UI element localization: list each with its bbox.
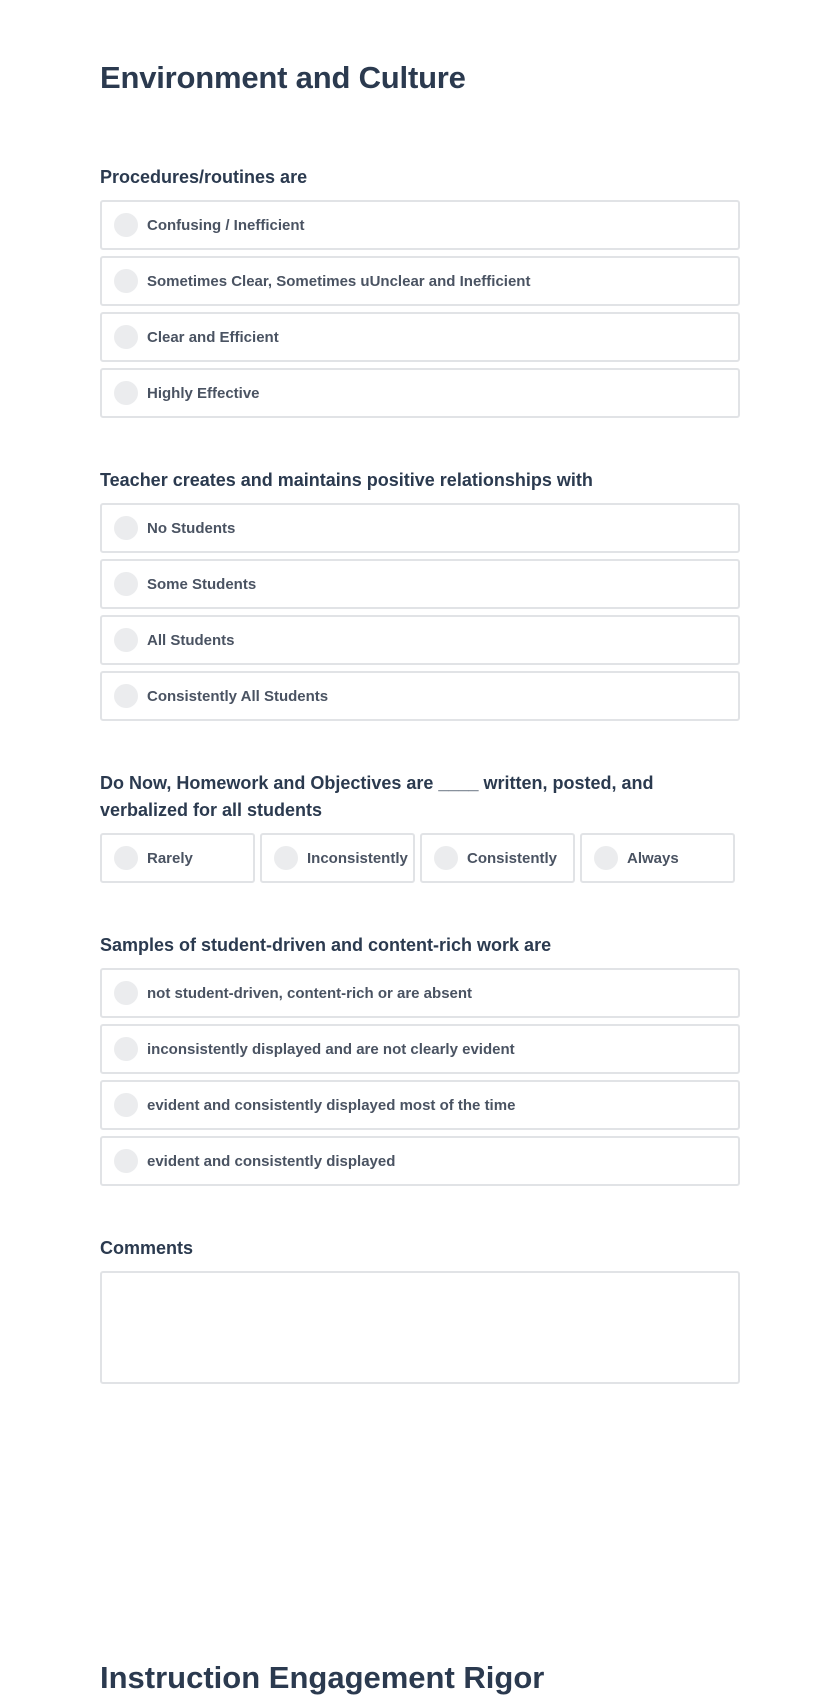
option-label: Clear and Efficient [147,328,279,346]
radio-option[interactable] [100,615,740,665]
radio-circle-icon[interactable] [114,1037,138,1061]
question-label: Teacher creates and maintains positive relationships with [100,470,593,490]
question-relationships [100,467,740,727]
radio-option[interactable] [100,368,740,418]
radio-circle-icon[interactable] [114,325,138,349]
radio-option[interactable] [100,671,740,721]
option-label: Inconsistently [307,849,408,867]
radio-circle-icon[interactable] [114,846,138,870]
question-student-work [100,932,740,1192]
section-title: Environment and Culture [100,60,466,95]
radio-circle-icon[interactable] [114,381,138,405]
option-list [100,200,740,418]
radio-option[interactable] [100,1080,740,1130]
option-label: inconsistently displayed and are not clearly evident [147,1040,515,1058]
question-procedures [100,164,740,424]
radio-option[interactable] [100,256,740,306]
radio-option[interactable] [100,559,740,609]
radio-circle-icon[interactable] [114,981,138,1005]
question-label: Samples of student-driven and content-rich work are [100,935,552,955]
option-label: Highly Effective [147,384,260,402]
radio-circle-icon[interactable] [274,846,298,870]
radio-circle-icon[interactable] [434,846,458,870]
option-label: Rarely [147,849,193,867]
radio-option[interactable] [260,833,415,883]
option-label: Always [627,849,679,867]
radio-circle-icon[interactable] [594,846,618,870]
option-label: Confusing / Inefficient [147,216,305,234]
comments-label: Comments [100,1238,194,1258]
option-label: No Students [147,519,236,537]
next-section-title: Instruction Engagement Rigor [100,1660,545,1695]
radio-circle-icon[interactable] [114,572,138,596]
radio-option[interactable] [100,312,740,362]
option-label: evident and consistently displayed most of the time [147,1096,516,1114]
radio-option[interactable] [100,1136,740,1186]
radio-option[interactable] [420,833,575,883]
comments-textarea[interactable] [100,1271,740,1384]
option-list [100,833,740,883]
option-label: not student-driven, content-rich or are absent [147,984,473,1002]
option-list [100,503,740,721]
option-label: evident and consistently displayed [147,1152,396,1170]
radio-option[interactable] [100,968,740,1018]
option-label: Consistently [467,849,558,867]
radio-circle-icon[interactable] [114,628,138,652]
radio-option[interactable] [580,833,735,883]
radio-circle-icon[interactable] [114,269,138,293]
question-label: Do Now, Homework and Objectives are ____ written, posted, and verbalized for all students [100,773,654,820]
question-do-now [100,770,740,883]
radio-option[interactable] [100,1024,740,1074]
option-label: Sometimes Clear, Sometimes uUnclear and Inefficient [147,272,531,290]
radio-circle-icon[interactable] [114,213,138,237]
radio-circle-icon[interactable] [114,516,138,540]
option-label: All Students [147,631,235,649]
option-label: Consistently All Students [147,687,329,705]
radio-circle-icon[interactable] [114,1093,138,1117]
radio-circle-icon[interactable] [114,1149,138,1173]
radio-option[interactable] [100,833,255,883]
radio-option[interactable] [100,503,740,553]
radio-circle-icon[interactable] [114,684,138,708]
option-list [100,968,740,1186]
question-label: Procedures/routines are [100,167,308,187]
option-label: Some Students [147,575,257,593]
radio-option[interactable] [100,200,740,250]
comments-section [100,1235,740,1384]
